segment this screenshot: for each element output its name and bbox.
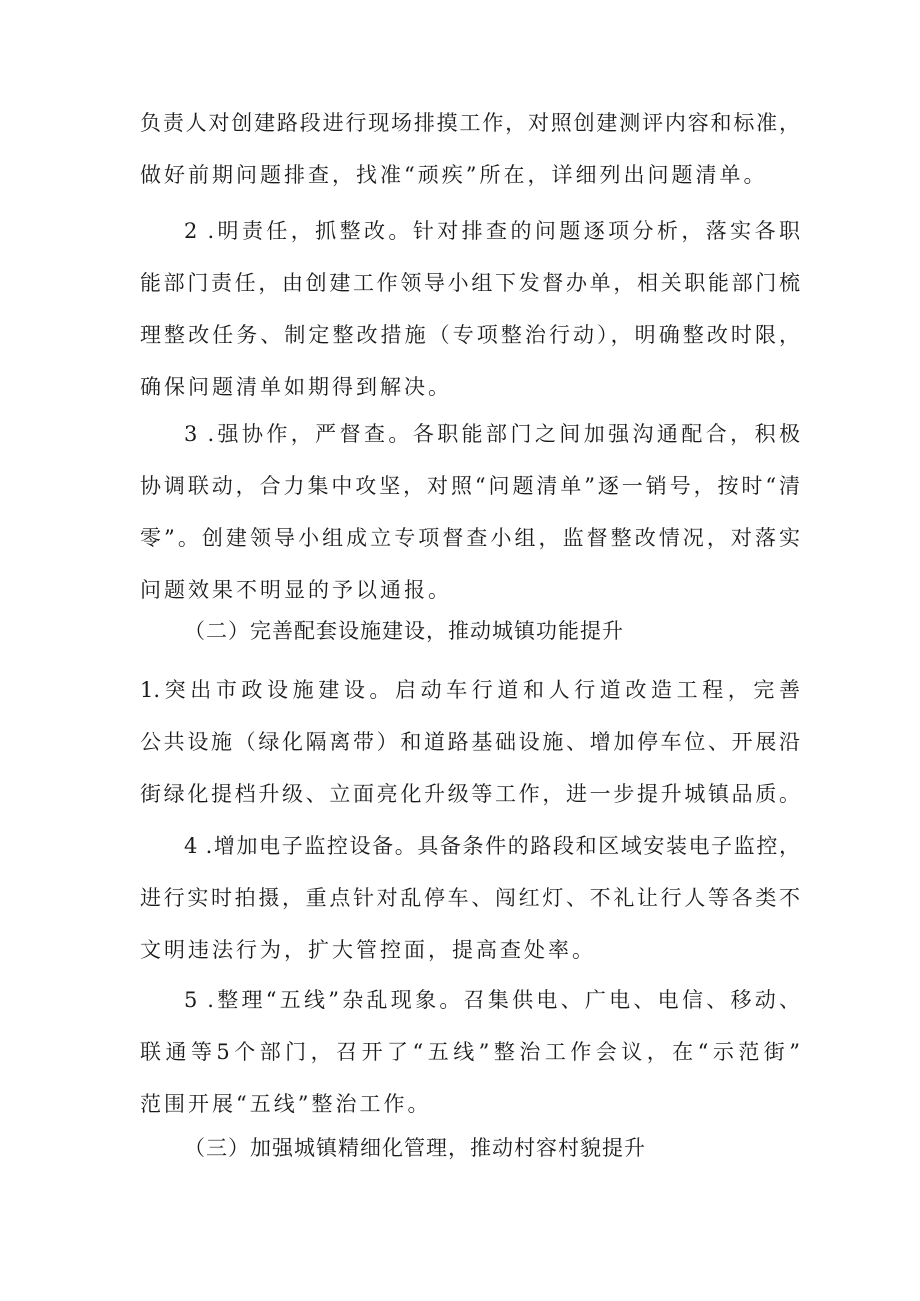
text-line: 协调联动，合力集中攻坚，对照“问题清单”逐一销号，按时“清 [140, 474, 800, 498]
paragraph-item-2 [140, 205, 800, 413]
text-line: 进行实时拍摄，重点针对乱停车、闯红灯、不礼让行人等各类不 [140, 886, 800, 910]
text-line: 能部门责任，由创建工作领导小组下发督办单，相关职能部门梳 [140, 271, 800, 295]
paragraph-item-5 [140, 974, 800, 1130]
paragraph-item-3 [140, 408, 800, 616]
text-line: 负责人对创建路段进行现场排摸工作，对照创建测评内容和标准， [140, 111, 800, 135]
text-line: 联通等5个部门，召开了“五线”整治工作会议，在“示范街” [140, 1040, 800, 1064]
heading-text: （三）加强城镇精细化管理，推动村容村貌提升 [184, 1136, 646, 1160]
text-line: 零”。创建领导小组成立专项督查小组，监督整改情况，对落实 [140, 526, 800, 550]
text-line: 问题效果不明显的予以通报。 [140, 578, 452, 602]
text-line: 5 .整理“五线”杂乱现象。召集供电、广电、电信、移动、 [184, 988, 800, 1012]
text-line: 理整改任务、制定整改措施（专项整治行动），明确整改时限， [140, 323, 800, 347]
heading-text: （二）完善配套设施建设，推动城镇功能提升 [184, 619, 624, 643]
paragraph-continuation [140, 97, 800, 201]
text-line: 3 .强协作，严督查。各职能部门之间加强沟通配合，积极 [184, 422, 800, 446]
section-heading-2 [140, 605, 800, 657]
text-line: 2 .明责任，抓整改。针对排查的问题逐项分析，落实各职 [184, 219, 800, 243]
text-line: 范围开展“五线”整治工作。 [140, 1092, 432, 1116]
text-line: 1.突出市政设施建设。启动车行道和人行道改造工程，完善 [140, 678, 800, 702]
text-line: 确保问题清单如期得到解决。 [140, 375, 452, 399]
text-line: 做好前期问题排查，找准“顽疾”所在，详细列出问题清单。 [140, 163, 768, 187]
paragraph-item-4 [140, 820, 800, 976]
text-line: 公共设施（绿化隔离带）和道路基础设施、增加停车位、开展沿 [140, 730, 800, 754]
text-line: 文明违法行为，扩大管控面，提高查处率。 [140, 938, 596, 962]
text-line: 街绿化提档升级、立面亮化升级等工作，进一步提升城镇品质。 [140, 782, 800, 806]
paragraph-item-1b [140, 664, 800, 820]
text-line: 4 .增加电子监控设备。具备条件的路段和区域安装电子监控， [184, 834, 800, 858]
section-heading-3 [140, 1122, 800, 1174]
